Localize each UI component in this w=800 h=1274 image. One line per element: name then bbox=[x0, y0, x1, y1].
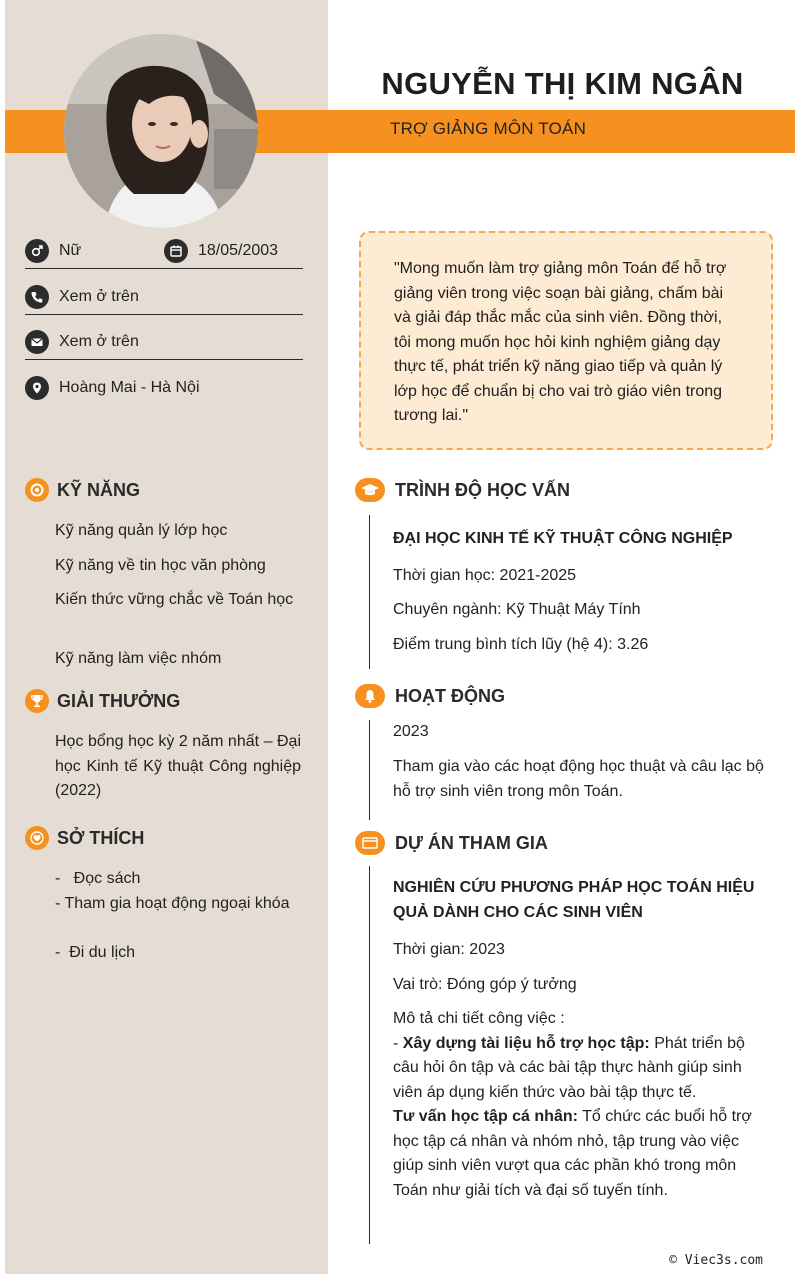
hobbies-title: SỞ THÍCH bbox=[57, 827, 145, 848]
education-header bbox=[355, 478, 570, 502]
description-item-heading: Xây dựng tài liệu hỗ trợ học tập: bbox=[402, 1034, 650, 1052]
award-text: Học bổng học kỳ 2 năm nhất – Đại học Kinh tế Kỹ thuật Công nghiệp (2022) bbox=[55, 733, 301, 799]
birthday-value: 18/05/2003 bbox=[198, 242, 279, 259]
contact-row-phone bbox=[25, 280, 303, 315]
project-time: Thời gian: 2023 bbox=[393, 941, 505, 958]
description-item bbox=[393, 1105, 773, 1203]
phone-value: Xem ở trên bbox=[59, 288, 139, 305]
heart-icon bbox=[25, 826, 49, 850]
skills-icon bbox=[25, 478, 49, 502]
email-value: Xem ở trên bbox=[59, 333, 139, 350]
projects-title: DỰ ÁN THAM GIA bbox=[395, 832, 548, 853]
candidate-name: NGUYỄN THỊ KIM NGÂN bbox=[381, 66, 744, 101]
project-role: Vai trò: Đóng góp ý tưởng bbox=[393, 976, 577, 993]
bell-icon bbox=[355, 684, 385, 708]
major: Chuyên ngành: Kỹ Thuật Máy Tính bbox=[393, 601, 641, 618]
gender-value: Nữ bbox=[59, 242, 82, 259]
skill-item: Kỹ năng về tin học văn phòng bbox=[55, 557, 266, 574]
activity-text: Tham gia vào các hoạt động học thuật và câu lạc bộ hỗ trợ sinh viên trong môn Toán. bbox=[393, 758, 764, 800]
phone-icon bbox=[25, 285, 49, 309]
description-label: Mô tả chi tiết công việc : bbox=[393, 1010, 565, 1027]
gpa: Điểm trung bình tích lũy (hệ 4): 3.26 bbox=[393, 636, 649, 653]
hobby-item: - Đọc sách bbox=[55, 870, 141, 887]
project-name: NGHIÊN CỨU PHƯƠNG PHÁP HỌC TOÁN HIỆU QUẢ DÀNH CHO CÁC SINH VIÊN bbox=[393, 879, 755, 921]
projects-header bbox=[355, 831, 548, 855]
address-value: Hoàng Mai - Hà Nội bbox=[59, 379, 200, 396]
contact-row-personal bbox=[25, 234, 303, 269]
timeline-line bbox=[369, 515, 370, 669]
skill-item: Kiến thức vững chắc về Toán học bbox=[55, 591, 294, 608]
trophy-icon bbox=[25, 689, 49, 713]
activity-year: 2023 bbox=[393, 723, 429, 740]
mail-icon bbox=[25, 330, 49, 354]
activities-title: HOẠT ĐỘNG bbox=[395, 685, 505, 706]
location-icon bbox=[25, 376, 49, 400]
project-description bbox=[393, 1007, 773, 1203]
timeline-line bbox=[369, 866, 370, 1244]
skills-title: KỸ NĂNG bbox=[57, 479, 141, 500]
description-item-text: Phát triển bộ câu hỏi ôn tập và các bài tập thực hành giúp sinh viên áp dụng kiến thức vào bài tập thực tế. bbox=[393, 1034, 745, 1101]
study-time: Thời gian học: 2021-2025 bbox=[393, 567, 577, 584]
career-objective: "Mong muốn làm trợ giảng môn Toán để hỗ trợ giảng viên trong việc soạn bài giảng, chấm bài và giải đáp thắc mắc của sinh viên. Đồng thời, tôi mong muốn học hỏi kinh nghiệm giảng dạy thực tế, phát triển kỹ năng giao tiếp và quản lý lớp học để chuẩn bị cho vai trò giáo viên trong tương lai." bbox=[359, 231, 773, 450]
awards-title: GIẢI THƯỞNG bbox=[57, 690, 181, 711]
calendar-icon bbox=[164, 239, 188, 263]
skill-item: Kỹ năng quản lý lớp học bbox=[55, 522, 228, 539]
avatar bbox=[64, 34, 258, 228]
description-item-heading: Tư vấn học tập cá nhân: bbox=[393, 1108, 578, 1125]
skill-item: Kỹ năng làm việc nhóm bbox=[55, 650, 222, 667]
timeline-line bbox=[369, 720, 370, 820]
gender-icon bbox=[25, 239, 49, 263]
activities-header bbox=[355, 684, 505, 708]
contact-row-email bbox=[25, 325, 303, 360]
description-item-text: Tổ chức các buổi hỗ trợ học tập cá nhân và nhóm nhỏ, tập trung vào việc giúp sinh viên vượt qua các phần khó trong môn Toán như giải tích và đại số tuyến tính. bbox=[393, 1108, 752, 1199]
job-title: TRỢ GIẢNG MÔN TOÁN bbox=[390, 119, 587, 138]
footer-credit: © Viec3s.com bbox=[669, 1253, 763, 1268]
hobby-item: - Tham gia hoạt động ngoại khóa bbox=[55, 895, 290, 912]
hobby-item: - Đi du lịch bbox=[55, 944, 136, 961]
project-icon bbox=[355, 831, 385, 855]
awards-header bbox=[25, 689, 180, 713]
education-title: TRÌNH ĐỘ HỌC VẤN bbox=[395, 479, 570, 500]
school-name: ĐẠI HỌC KINH TẾ KỸ THUẬT CÔNG NGHIỆP bbox=[393, 530, 733, 547]
graduation-icon bbox=[355, 478, 385, 502]
description-item: - Xây dựng tài liệu hỗ trợ học tập: Phát triển bộ câu hỏi ôn tập và các bài tập thực hành giúp sinh viên áp dụng kiến thức vào bài tập thực tế. bbox=[393, 1034, 745, 1101]
skills-header bbox=[25, 478, 140, 502]
contact-row-address bbox=[25, 371, 303, 405]
hobbies-header bbox=[25, 826, 144, 850]
